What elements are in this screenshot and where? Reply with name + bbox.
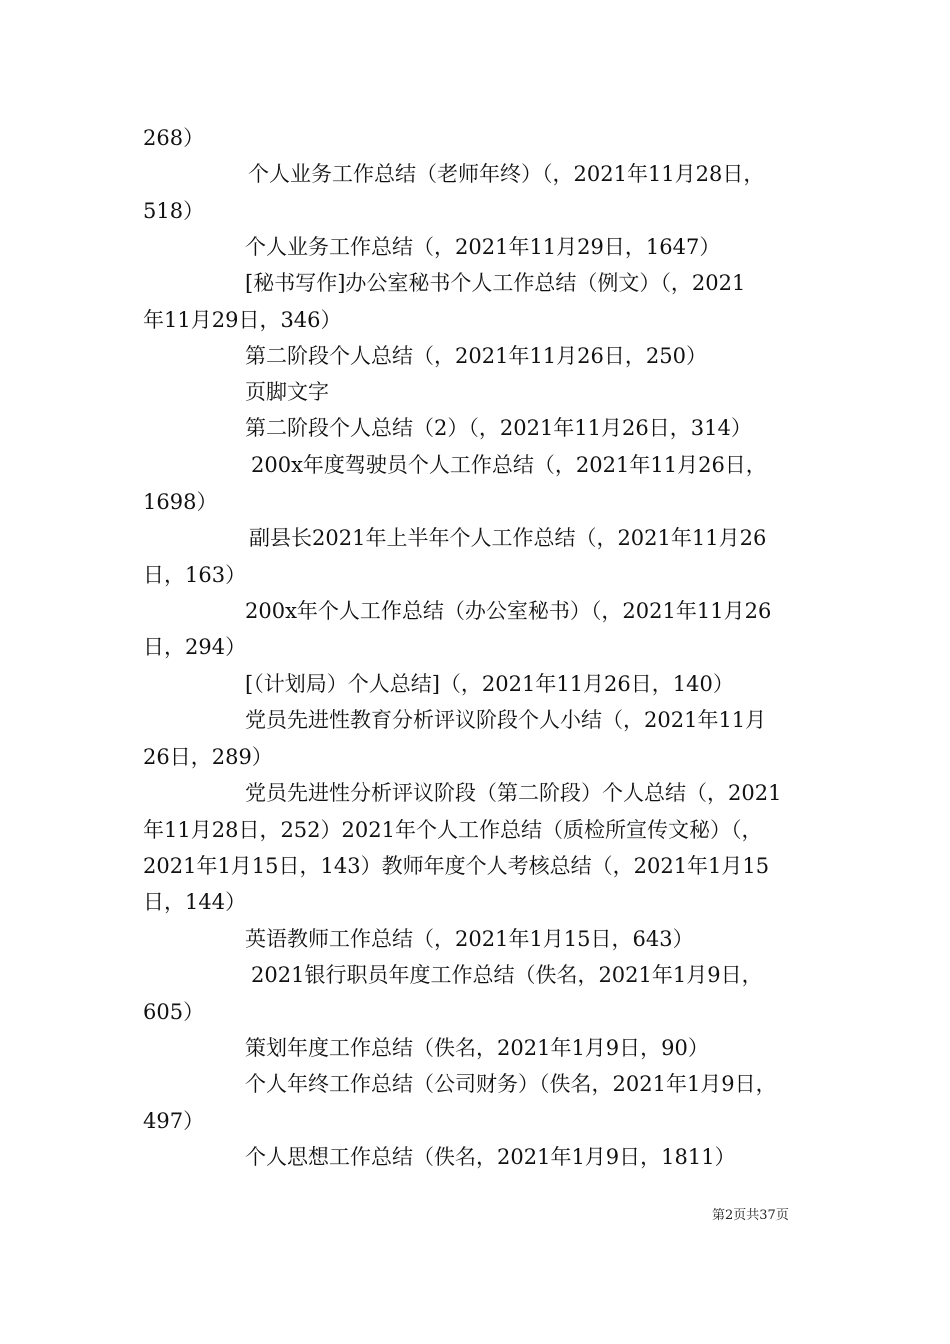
text-line: 个人思想工作总结（佚名，2021年1月9日，1811） bbox=[245, 1145, 736, 1169]
text-line: 个人业务工作总结（老师年终）（，2021年11月28日， bbox=[248, 162, 765, 186]
text-line: 个人年终工作总结（公司财务）（佚名，2021年1月9日， bbox=[245, 1072, 777, 1096]
text-line: 党员先进性教育分析评议阶段个人小结（，2021年11月 bbox=[245, 708, 767, 732]
text-line: 日，294） bbox=[143, 635, 247, 659]
text-line: 个人业务工作总结（，2021年11月29日，1647） bbox=[245, 235, 721, 259]
text-line: 26日，289） bbox=[143, 745, 273, 769]
text-line: 605） bbox=[143, 1000, 205, 1024]
text-line: 页脚文字 bbox=[245, 380, 329, 404]
text-line: 第二阶段个人总结（，2021年11月26日，250） bbox=[245, 344, 707, 368]
text-line: 518） bbox=[143, 199, 205, 223]
text-line: 日，144） bbox=[143, 890, 247, 914]
text-line: 策划年度工作总结（佚名，2021年1月9日，90） bbox=[245, 1036, 709, 1060]
text-line: 副县长2021年上半年个人工作总结（，2021年11月26 bbox=[249, 526, 767, 550]
text-line: 年11月28日，252）2021年个人工作总结（质检所宣传文秘）（， bbox=[143, 818, 763, 842]
text-line: 2021年1月15日，143）教师年度个人考核总结（，2021年1月15 bbox=[143, 854, 770, 878]
text-line: 党员先进性分析评议阶段（第二阶段）个人总结（，2021 bbox=[245, 781, 782, 805]
text-line: 1698） bbox=[143, 490, 218, 514]
text-line: 497） bbox=[143, 1109, 205, 1133]
text-line: 年11月29日，346） bbox=[143, 308, 342, 332]
page-number-footer: 第2页共37页 bbox=[712, 1208, 789, 1223]
text-line: [（计划局）个人总结]（，2021年11月26日，140） bbox=[245, 672, 734, 696]
text-line: 200x年度驾驶员个人工作总结（，2021年11月26日， bbox=[251, 453, 767, 477]
text-line: [秘书写作]办公室秘书个人工作总结（例文）（，2021 bbox=[245, 271, 746, 295]
text-line: 日，163） bbox=[143, 563, 247, 587]
text-line: 268） bbox=[143, 126, 205, 150]
text-line: 200x年个人工作总结（办公室秘书）（，2021年11月26 bbox=[245, 599, 772, 623]
text-line: 第二阶段个人总结（2）（，2021年11月26日，314） bbox=[245, 416, 752, 440]
text-line: 2021银行职员年度工作总结（佚名，2021年1月9日， bbox=[251, 963, 763, 987]
text-line: 英语教师工作总结（，2021年1月15日，643） bbox=[245, 927, 694, 951]
